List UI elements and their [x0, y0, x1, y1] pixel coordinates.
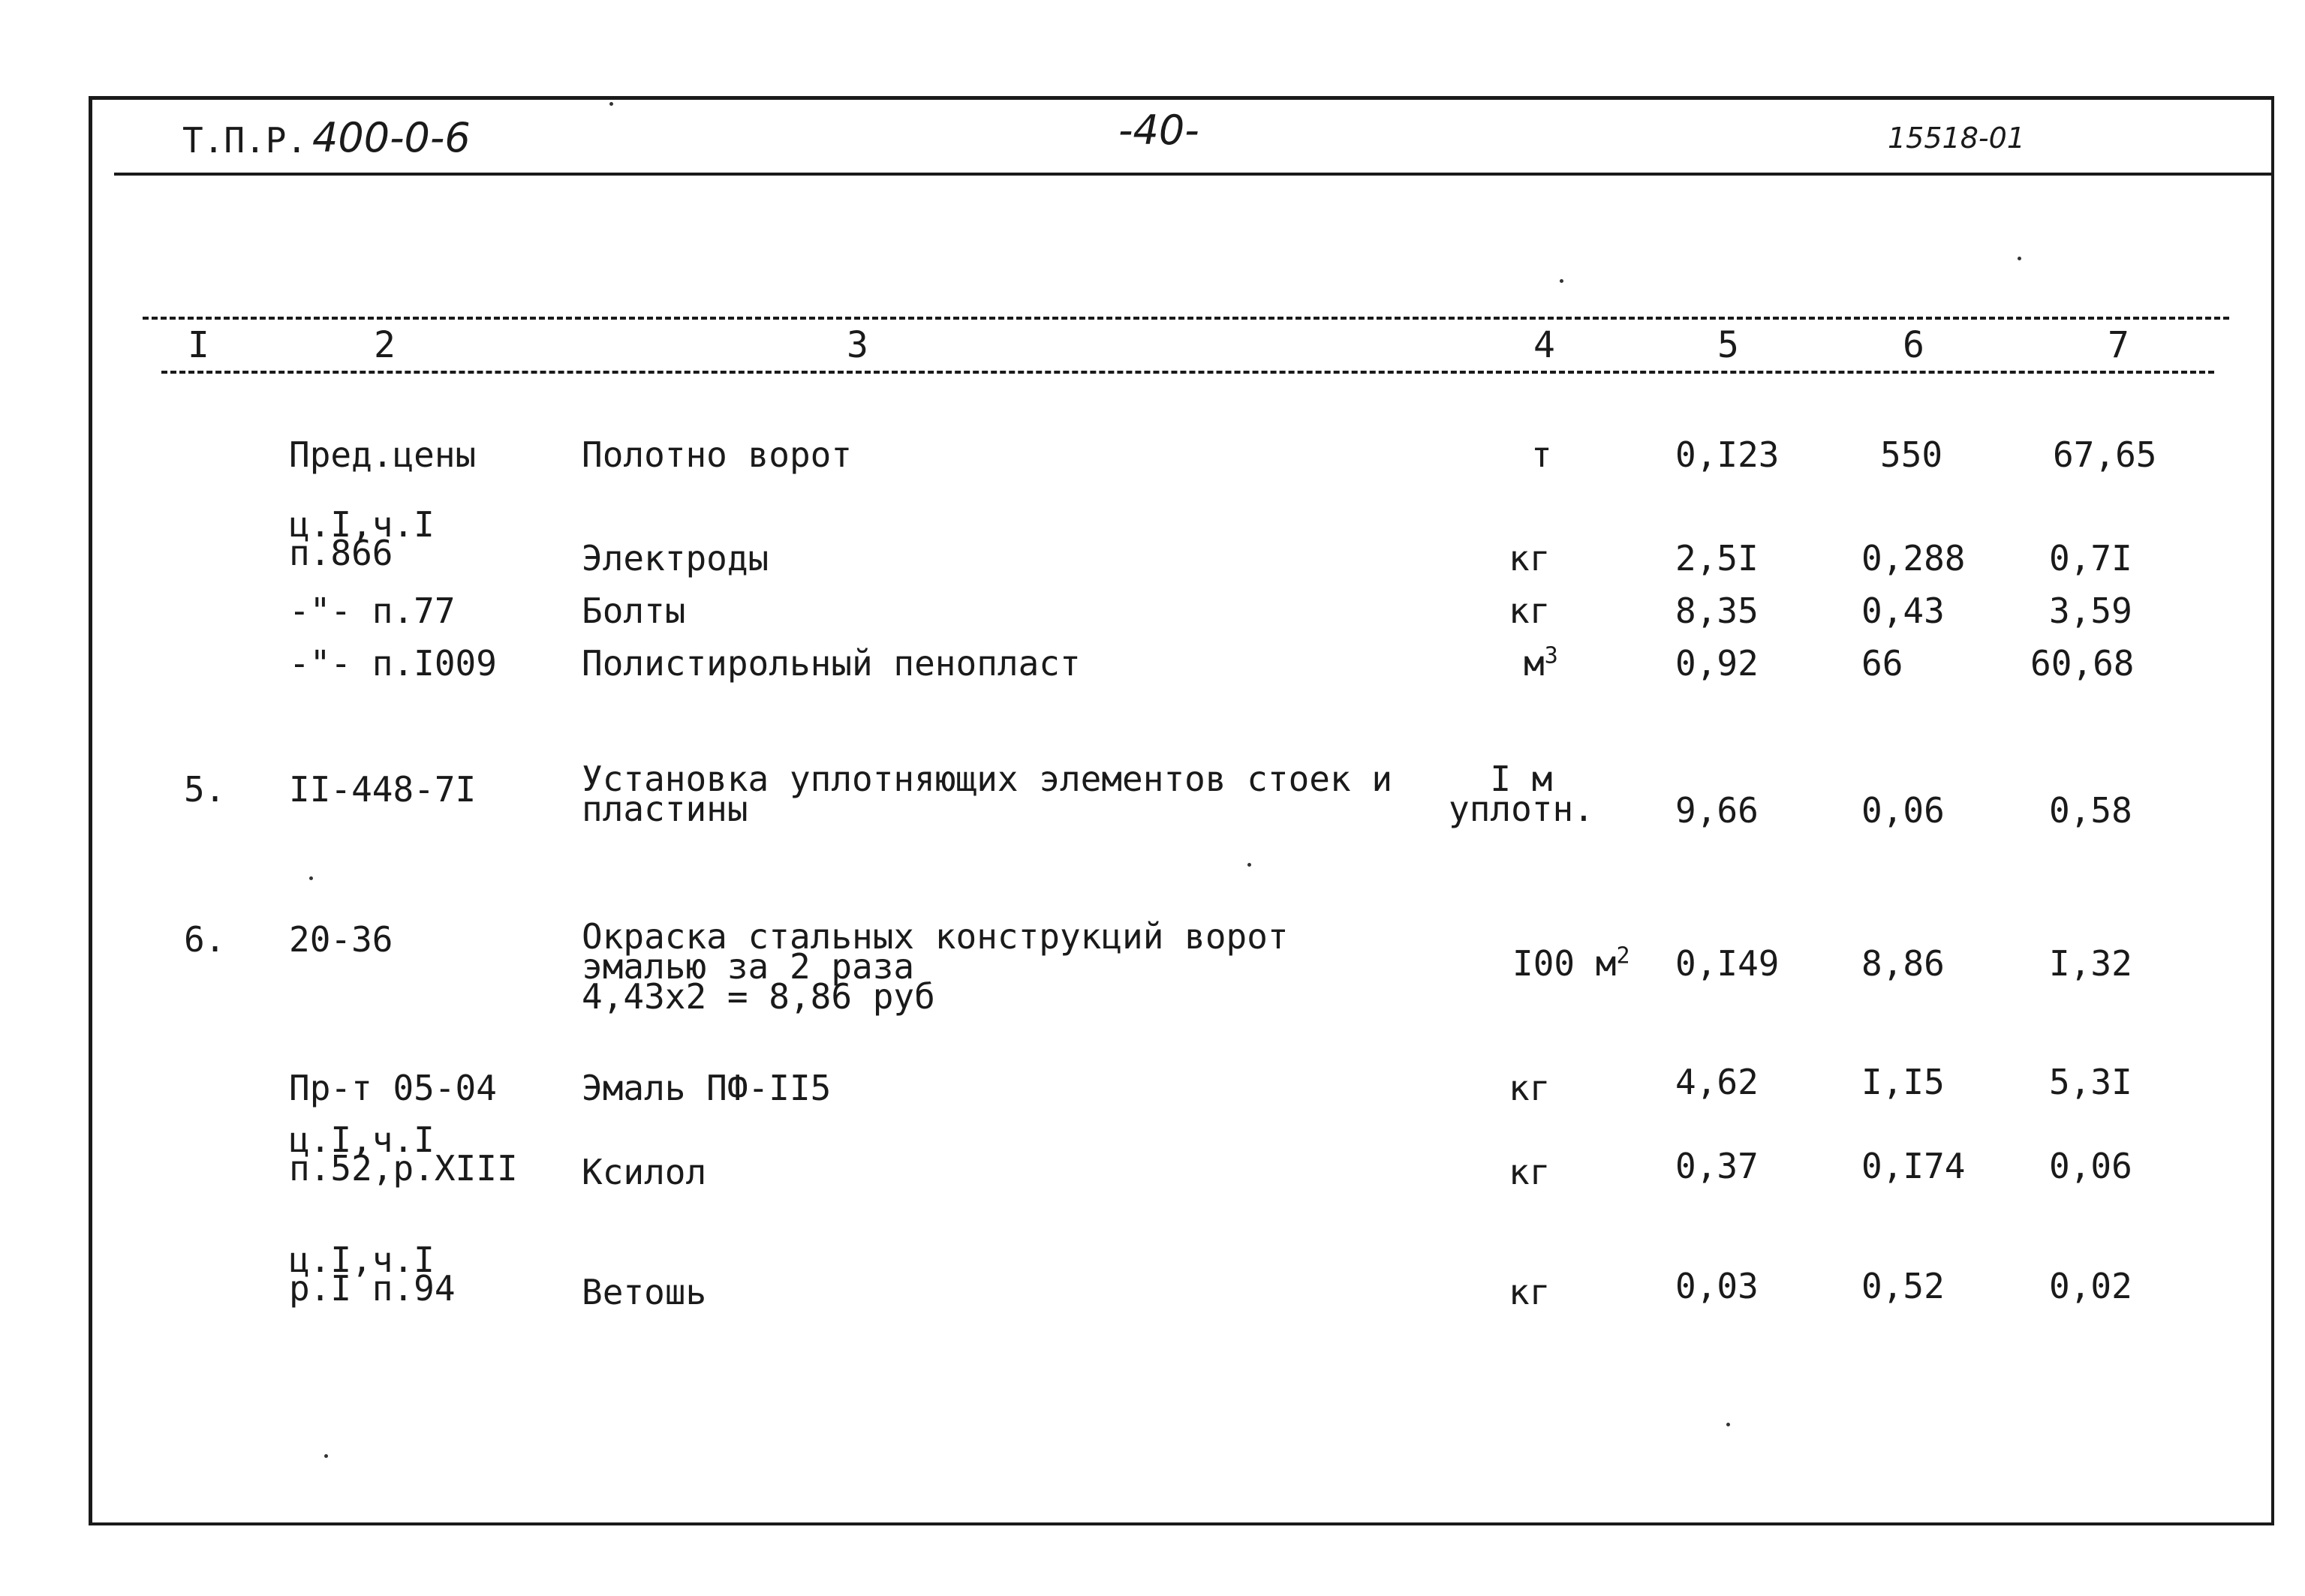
row-unit — [1512, 942, 1630, 984]
row-price: 0,52 — [1861, 1266, 1945, 1306]
unit-base: м — [1524, 643, 1545, 684]
scan-speck — [2018, 257, 2021, 260]
row-name: Ксилол — [582, 1152, 707, 1192]
column-number-5: 5 — [1717, 324, 1739, 366]
row-price: 0,06 — [1861, 790, 1945, 831]
row-total: 60,68 — [2030, 643, 2135, 684]
row-reference: ц.I,ч.I п.866 — [289, 504, 435, 573]
row-unit: кг — [1509, 1272, 1551, 1312]
column-number-1: I — [188, 324, 209, 366]
row-quantity: 0,92 — [1675, 643, 1759, 684]
row-name: Окраска стальных конструкций ворот эмалью за 2 раза 4,43х2 = 8,86 руб — [582, 916, 1289, 1017]
row-name: Электроды — [582, 538, 769, 579]
row-reference: ц.I,ч.I р.I п.94 — [289, 1240, 456, 1309]
row-price: 0,43 — [1861, 591, 1945, 631]
row-unit: т — [1531, 434, 1552, 475]
row-total: 5,3I — [2049, 1062, 2132, 1102]
row-quantity: 0,37 — [1675, 1146, 1759, 1186]
column-header-top-rule — [143, 317, 2229, 320]
row-unit: кг — [1509, 538, 1551, 579]
row-reference: -"- п.I009 — [289, 643, 497, 684]
row-reference: 20-36 — [289, 919, 393, 960]
row-price: 66 — [1861, 643, 1903, 684]
column-number-6: 6 — [1903, 324, 1924, 366]
row-reference: -"- п.77 — [289, 591, 456, 631]
row-total: 3,59 — [2049, 591, 2132, 631]
row-name: Эмаль ПФ-II5 — [582, 1068, 832, 1108]
scan-speck — [1560, 279, 1563, 283]
row-name: Полистирольный пенопласт — [582, 643, 1081, 684]
scan-speck — [1247, 863, 1251, 867]
row-total: 0,58 — [2049, 790, 2132, 831]
unit-superscript: 3 — [1544, 642, 1558, 669]
row-quantity: 9,66 — [1675, 790, 1759, 831]
row-quantity: 2,5I — [1675, 538, 1759, 579]
row-price: I,I5 — [1861, 1062, 1945, 1102]
column-number-7: 7 — [2108, 324, 2129, 366]
row-price: 0,288 — [1861, 538, 1966, 579]
row-quantity: 0,I49 — [1675, 943, 1780, 984]
row-unit: кг — [1509, 1068, 1551, 1108]
row-name: Полотно ворот — [582, 434, 853, 475]
row-name: Ветошь — [582, 1272, 707, 1312]
column-header-bottom-rule — [161, 371, 2214, 374]
row-name: Болты — [582, 591, 686, 631]
row-quantity: 8,35 — [1675, 591, 1759, 631]
row-reference: Пр-т 05-04 — [289, 1068, 497, 1108]
row-number: 5. — [184, 769, 226, 810]
document-code: 15518-01 — [1888, 122, 2025, 155]
row-number: 6. — [184, 919, 226, 960]
row-reference: Пред.цены — [289, 434, 477, 475]
row-quantity: 4,62 — [1675, 1062, 1759, 1102]
row-price: 8,86 — [1861, 943, 1945, 984]
row-total: 0,7I — [2049, 538, 2132, 579]
scan-speck — [1726, 1423, 1730, 1426]
column-number-4: 4 — [1533, 324, 1555, 366]
unit-superscript: 2 — [1616, 942, 1630, 969]
scan-speck — [309, 876, 313, 880]
row-name: Установка уплотняющих элементов стоек и пластины — [582, 759, 1393, 829]
page-number: -40- — [1118, 107, 1199, 154]
row-unit: кг — [1509, 1152, 1551, 1192]
row-unit: I м уплотн. — [1449, 759, 1594, 829]
row-quantity: 0,I23 — [1675, 434, 1780, 475]
row-unit: кг — [1509, 591, 1551, 631]
row-total: 0,02 — [2049, 1266, 2132, 1306]
row-reference: II-448-7I — [289, 769, 477, 810]
row-total: I,32 — [2049, 943, 2132, 984]
doc-prefix: Т.П.Р. — [182, 120, 308, 161]
row-unit — [1524, 642, 1558, 684]
column-number-2: 2 — [374, 324, 396, 366]
column-number-3: 3 — [847, 324, 868, 366]
scan-speck — [609, 102, 613, 106]
row-total: 0,06 — [2049, 1146, 2132, 1186]
row-total: 67,65 — [2053, 434, 2157, 475]
row-price: 0,I74 — [1861, 1146, 1966, 1186]
header-rule — [114, 173, 2274, 176]
row-price: 550 — [1880, 434, 1943, 475]
row-quantity: 0,03 — [1675, 1266, 1759, 1306]
unit-base: I00 м — [1512, 943, 1617, 984]
row-reference: ц.I,ч.I п.52,р.XIII — [289, 1120, 518, 1189]
doc-number: 400-0-6 — [312, 114, 471, 161]
scan-speck — [324, 1454, 328, 1458]
